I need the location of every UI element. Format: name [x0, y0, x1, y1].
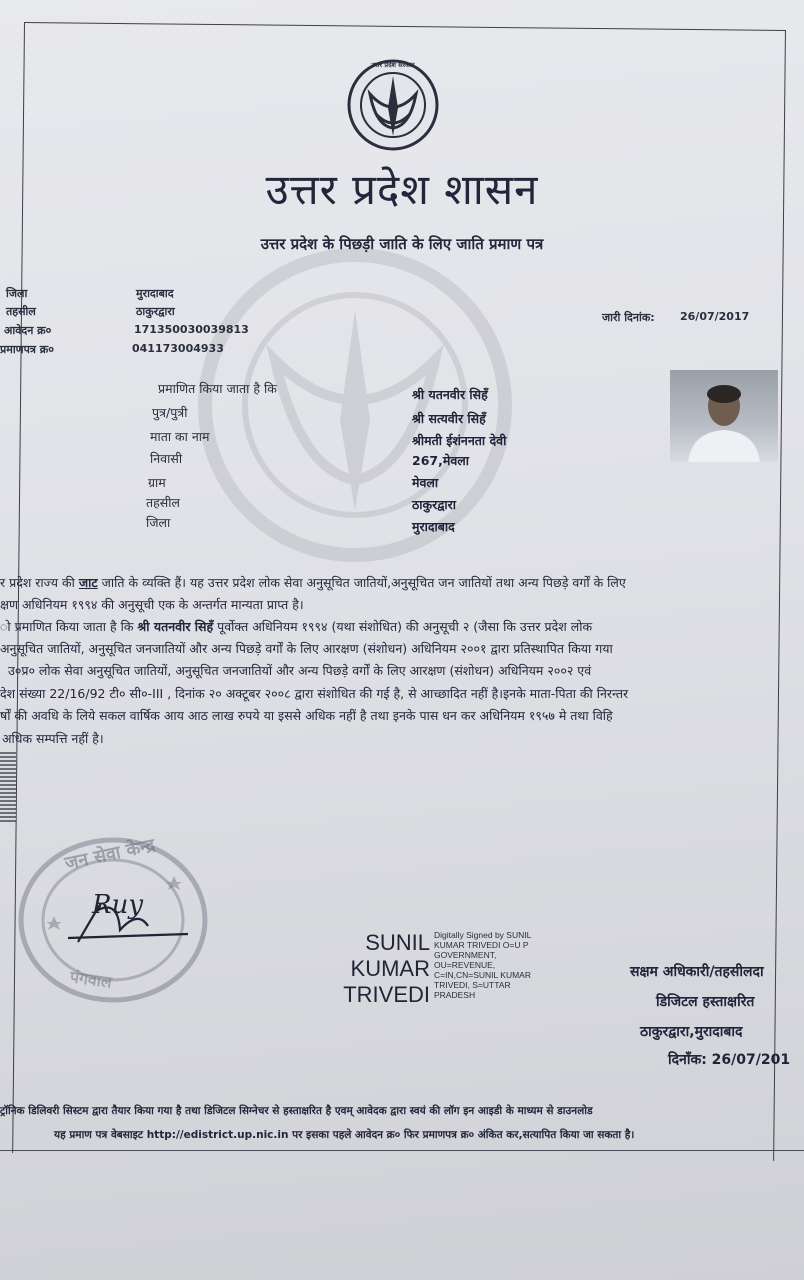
stamp-text: जन सेवा केन्द्र — [62, 834, 157, 875]
village-value: मेवला — [412, 475, 439, 490]
body-line: क्षण अधिनियम १९९४ की अनुसूची एक के अन्तर्गत मान्यता प्राप्त है। — [0, 597, 304, 612]
signer-name-line3: TRIVEDI — [343, 982, 430, 1007]
authority-place: ठाकुरद्वारा,मुरादाबाद — [640, 1024, 743, 1040]
field-label: निवासी — [150, 451, 183, 466]
certificate-subtitle: उत्तर प्रदेश के पिछड़ी जाति के लिए जाति प्रमाण पत्र — [260, 235, 544, 253]
applicant-photo — [670, 370, 778, 462]
body-line: र्षों की अवधि के लिये सकल वार्षिक आय आठ लाख रुपये या इससे अधिक नहीं है तथा इनके पास धन कर अधिनियम १९५७ मे तथा विहि — [0, 708, 613, 723]
field-label: जिला — [146, 515, 171, 530]
signer-name-line1: SUNIL — [365, 930, 430, 955]
authority-designation: सक्षम अधिकारी/तहसीलदा — [630, 964, 764, 980]
up-government-emblem-icon — [346, 58, 440, 152]
tehsil-value: ठाकुरद्वारा — [136, 305, 175, 318]
field-label: पुत्र/पुत्री — [152, 405, 188, 420]
application-label: आवेदन क्र० — [4, 324, 52, 337]
signer-name-line2: KUMAR — [350, 956, 430, 981]
digitally-signed-note: डिजिटल हस्ताक्षरित — [656, 994, 755, 1010]
body-line: ो प्रमाणित किया जाता है कि श्री यतनवीर सिहँ पूर्वोक्त अधिनियम १९९४ (यथा संशोधित) की अनुसूची २ (जैसा कि उत्तर प्रदेश लोक — [0, 619, 593, 634]
body-line: अनुसूचित जातियों, अनुसूचित जनजातियों और अन्य पिछड़े वर्गों के लिए आरक्षण (संशोधन) अधिनियम २००१ द्वारा प्रतिस्थापित किया गया — [0, 641, 613, 656]
body-line: उ०प्र० लोक सेवा अनुसूचित जातियों, अनुसूचित जनजातियों और अन्य पिछड़े वर्गों के लिए आरक्षण (संशोधन) अधिनियम २००२ एवं — [8, 663, 592, 678]
field-label: माता का नाम — [150, 429, 210, 444]
district-label: जिला — [6, 287, 28, 300]
application-value: 171350030039813 — [134, 323, 249, 336]
body-line: देश संख्या 22/16/92 टी० सी०-III , दिनांक २० अक्टूबर २००८ द्वारा संशोधित की गई है, से आच्छादित नहीं है।इनके माता-पिता की निरन्तर — [0, 686, 629, 701]
body-applicant-name: श्री यतनवीर सिहँ — [137, 619, 214, 634]
digital-signature-details: Digitally Signed by SUNIL KUMAR TRIVEDI O=U P GOVERNMENT, OU=REVENUE, C=IN,CN=SUNIL KUMAR TRIVEDI, S=UTTAR PRADESH — [434, 930, 532, 1000]
body-line: र प्रदेश राज्य की जाट जाति के व्यक्ति हैं। यह उत्तर प्रदेश लोक सेवा अनुसूचित जातियों,अनुसूचित जन जातियों तथा अन्य पिछड़े वर्गों के लिए — [0, 575, 626, 590]
district-value: मुरादाबाद — [136, 287, 174, 300]
watermark-emblem-icon — [190, 240, 520, 570]
page-title: उत्तर प्रदेश शासन — [265, 165, 539, 214]
mother-name: श्रीमती ईशंननता देवी — [412, 433, 507, 448]
field-label: तहसील — [146, 495, 180, 510]
authority-date: दिनाँक: 26/07/201 — [668, 1052, 791, 1068]
issue-date-label: जारी दिनांक: — [602, 311, 655, 324]
qr-code-icon — [0, 752, 16, 822]
residence-value: 267,मेवला — [412, 453, 469, 468]
applicant-name: श्री यतनवीर सिहँ — [412, 387, 488, 402]
tehsil-label: तहसील — [6, 305, 36, 318]
tehsil-field-value: ठाकुरद्वारा — [412, 497, 456, 512]
field-label: ग्राम — [148, 475, 166, 490]
certificate-number-value: 041173004933 — [132, 342, 224, 355]
certificate-number-label: प्रमाणपत्र क्र० — [0, 343, 54, 356]
handwritten-signature: Ruy — [92, 890, 144, 920]
footer-line-1: ट्रॉनिक डिलिवरी सिस्टम द्वारा तैयार किया गया है तथा डिजिटल सिग्नेचर से हस्ताक्षरित है एवम् आवेदक द्वारा स्वयं की लॉग इन आइडी के माध्यम से डाउनलोड — [0, 1105, 593, 1117]
field-label: प्रमाणित किया जाता है कि — [158, 381, 277, 396]
emblem-text: उत्तर प्रदेश सरकार — [371, 61, 415, 69]
body-line: अधिक सम्पत्ति नहीं है। — [2, 731, 104, 746]
stamp-bottom-text: पंगवाल — [68, 967, 114, 992]
district-field-value: मुरादाबाद — [412, 519, 455, 534]
footer-line-2: यह प्रमाण पत्र वेबसाइट http://edistrict.up.nic.in पर इसका पहले आवेदन क्र० फिर प्रमाणपत्र क्र० अंकित कर,सत्यापित किया जा सकता है। — [54, 1129, 635, 1141]
bottom-rule — [0, 1150, 804, 1151]
caste-name: जाट — [78, 575, 98, 590]
issue-date-value: 26/07/2017 — [680, 310, 750, 323]
father-name: श्री सत्यवीर सिहँ — [412, 411, 486, 426]
person-photo-icon — [670, 370, 778, 462]
